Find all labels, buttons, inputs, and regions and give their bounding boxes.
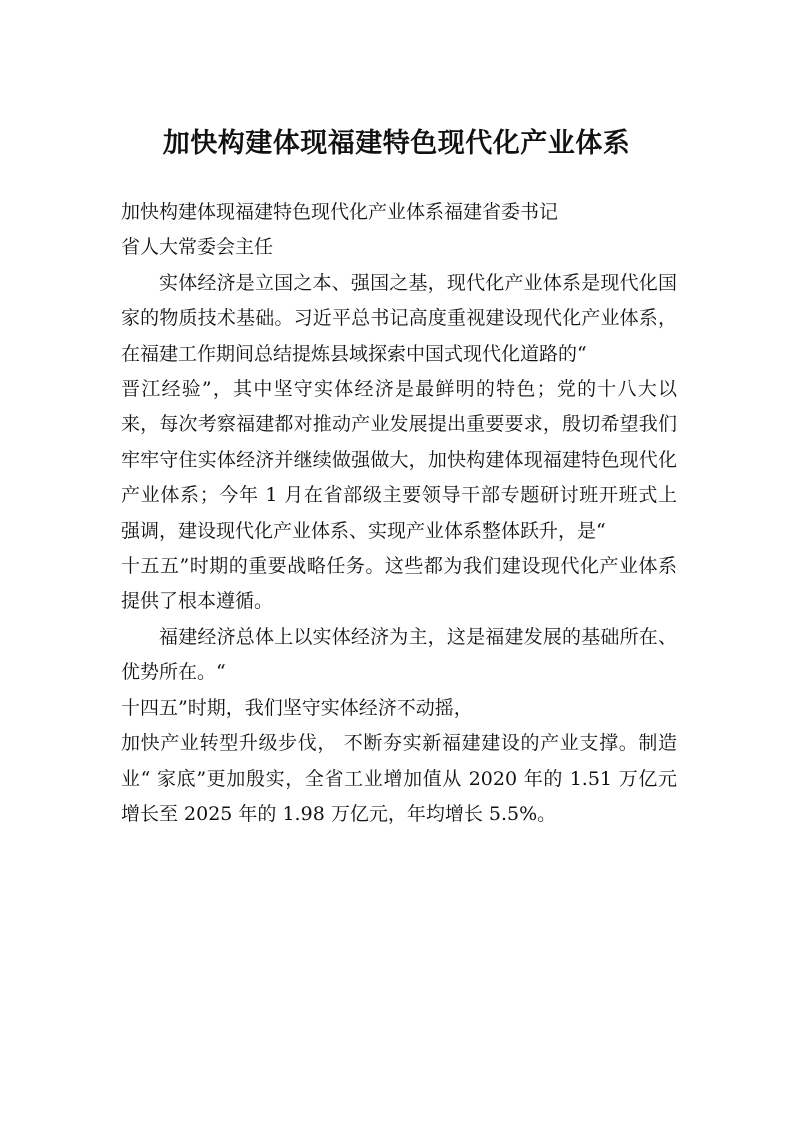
paragraph-4: 福建经济总体上以实体经济为主，这是福建发展的基础所在、优势所在。“ (121, 625, 677, 684)
paragraph-3: 十五五”时期的重要战略任务。这些都为我们建设现代化产业体系提供了根本遵循。 (121, 555, 677, 613)
byline-line-2: 省人大常委会主任 (121, 236, 274, 259)
paragraph-1: 实体经济是立国之本、强国之基，现代化产业体系是现代化国家的物质技术基础。习近平总书记高度重视建设现代化产业体系，在福建工作期间总结提炼县域探索中国式现代化道路的“ (121, 271, 677, 365)
paragraph-5: 十四五”时期，我们坚守实体经济不动摇， (121, 696, 473, 719)
document-body (121, 195, 677, 832)
paragraph-6: 加快产业转型升级步伐， 不断夯实新福建建设的产业支撑。制造业“ 家底”更加殷实，全省工业增加值从 2020 年的 1.51 万亿元增长至 2025 年的 1.98 万亿元，年均增长 5.5%。 (121, 732, 677, 825)
byline-line-1: 加快构建体现福建特色现代化产业体系福建省委书记 (121, 201, 559, 223)
document-title: 加快构建体现福建特色现代化产业体系 (162, 128, 631, 159)
paragraph-2: 晋江经验”，其中坚守实体经济是最鲜明的特色；党的十八大以来，每次考察福建都对推动产业发展提出重要要求，殷切希望我们牢牢守住实体经济并继续做强做大，加快构建体现福建特色现代化产业体系；今年 1 月在省部级主要领导干部专题研讨班开班式上强调，建设现代化产业体系、实现产业体系整体跃升，是“ (121, 378, 677, 542)
